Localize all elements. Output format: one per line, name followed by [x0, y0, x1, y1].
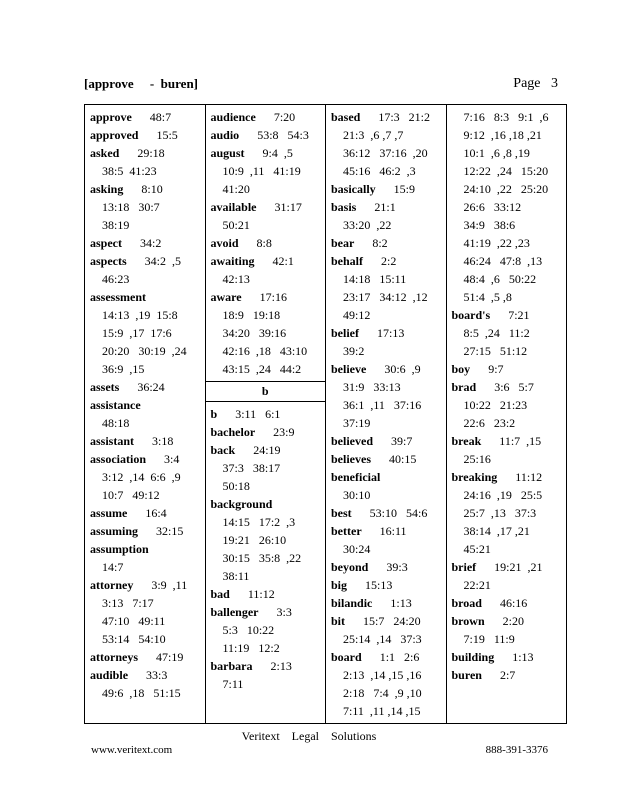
- index-term: b: [210, 407, 218, 421]
- index-term: august: [210, 146, 245, 160]
- index-term: back: [210, 443, 236, 457]
- index-refs-continued: 19:21 26:10: [222, 533, 287, 547]
- index-refs-continued: 3:13 7:17: [102, 596, 154, 610]
- index-entry: [211, 144, 322, 162]
- index-refs-continued: 15:9 ,17 17:6: [102, 326, 172, 340]
- index-refs-continued: 7:11 ,11 ,14 ,15: [343, 704, 421, 718]
- index-entry: [90, 432, 201, 450]
- index-entry: [331, 558, 442, 576]
- index-term: assistance: [90, 398, 141, 412]
- index-refs: 15:7 24:20: [363, 614, 421, 628]
- index-refs-continued: 10:7 49:12: [102, 488, 160, 502]
- index-column-4: [447, 105, 567, 723]
- footer-website: www.veritext.com: [91, 744, 173, 756]
- index-entry: [211, 423, 322, 441]
- index-refs: 3:9 ,11: [151, 578, 188, 592]
- index-entry: [452, 378, 563, 396]
- index-refs: 3:3: [276, 605, 292, 619]
- index-entry: [331, 324, 442, 342]
- index-entry: [331, 576, 442, 594]
- index-entry: [331, 360, 442, 378]
- footer-phone: 888-391-3376: [485, 744, 548, 756]
- index-refs-continued: 38:5 41:23: [102, 164, 157, 178]
- index-term: break: [451, 434, 482, 448]
- index-refs: 8:2: [372, 236, 388, 250]
- index-refs: 30:6 ,9: [384, 362, 421, 376]
- index-refs-continued: 3:12 ,14 6:6 ,9: [102, 470, 181, 484]
- letter-divider: b: [206, 381, 326, 402]
- index-refs-continued: 2:18 7:4 ,9 ,10: [343, 686, 422, 700]
- index-refs-continued: 25:16: [463, 452, 491, 466]
- index-refs-continued: 18:9 19:18: [222, 308, 281, 322]
- index-entry: [90, 378, 201, 396]
- index-refs: 8:8: [256, 236, 272, 250]
- index-refs-continued: 27:15 51:12: [463, 344, 528, 358]
- index-refs-continued: 41:19 ,22 ,23: [463, 236, 530, 250]
- index-refs: 34:2 ,5: [144, 254, 182, 268]
- index-refs: 29:18: [137, 146, 165, 160]
- index-refs: 46:16: [499, 596, 528, 610]
- index-refs-continued: 49:6 ,18 51:15: [102, 686, 181, 700]
- index-refs: 53:8 54:3: [257, 128, 309, 142]
- index-entry: [90, 666, 201, 684]
- index-refs-continued: 50:21: [222, 218, 250, 232]
- index-refs-continued: 24:16 ,19 25:5: [463, 488, 543, 502]
- index-refs-continued: 25:7 ,13 37:3: [463, 506, 537, 520]
- index-refs-continued: 22:6 23:2: [463, 416, 516, 430]
- index-refs: 42:1: [272, 254, 294, 268]
- index-entry: [90, 144, 201, 162]
- index-entry: [331, 594, 442, 612]
- index-term: better: [331, 524, 362, 538]
- index-term: attorneys: [90, 650, 138, 664]
- index-refs-continued: 22:21: [463, 578, 491, 592]
- index-term: bilandic: [331, 596, 373, 610]
- index-entry: [331, 612, 442, 630]
- index-refs: 9:7: [488, 362, 504, 376]
- index-entry: [90, 234, 201, 252]
- index-refs: 40:15: [389, 452, 417, 466]
- index-refs: 53:10 54:6: [369, 506, 428, 520]
- index-refs: 33:3: [146, 668, 168, 682]
- index-entry: [331, 504, 442, 522]
- index-refs: 47:19: [156, 650, 184, 664]
- index-refs-continued: 24:10 ,22 25:20: [463, 182, 549, 196]
- index-entry: [90, 522, 201, 540]
- index-term: assistant: [90, 434, 135, 448]
- word-index-table: [84, 104, 567, 724]
- index-refs: 1:1 2:6: [379, 650, 420, 664]
- index-term: assessment: [90, 290, 146, 304]
- index-term: aspects: [90, 254, 127, 268]
- index-refs-continued: 33:20 ,22: [343, 218, 392, 232]
- index-entry: [452, 558, 563, 576]
- index-term: background: [210, 497, 273, 511]
- index-refs-continued: 30:24: [343, 542, 371, 556]
- index-term: ballenger: [210, 605, 259, 619]
- index-refs-continued: 38:14 ,17 ,21: [463, 524, 530, 538]
- index-term: available: [210, 200, 257, 214]
- index-refs-continued: 14:15 17:2 ,3: [222, 515, 296, 529]
- index-entry: [331, 198, 442, 216]
- index-term: assume: [90, 506, 128, 520]
- index-entry: [90, 108, 201, 126]
- index-refs: 8:10: [141, 182, 163, 196]
- index-refs: 36:24: [137, 380, 165, 394]
- index-term: best: [331, 506, 352, 520]
- index-term: belief: [331, 326, 359, 340]
- index-refs-continued: 7:11: [222, 677, 244, 691]
- index-entry: [331, 468, 442, 486]
- index-term: audible: [90, 668, 129, 682]
- index-refs-continued: 38:19: [102, 218, 130, 232]
- header-range: [approve - buren]: [84, 76, 198, 91]
- index-term: approved: [90, 128, 139, 142]
- index-term: asking: [90, 182, 124, 196]
- index-term: bit: [331, 614, 346, 628]
- index-refs: 24:19: [253, 443, 281, 457]
- index-refs: 2:2: [381, 254, 397, 268]
- index-refs: 1:13: [512, 650, 534, 664]
- index-refs-continued: 30:10: [343, 488, 371, 502]
- index-refs-continued: 10:9 ,11 41:19: [222, 164, 301, 178]
- index-refs: 2:20: [502, 614, 524, 628]
- index-term: believe: [331, 362, 367, 376]
- index-entry: [331, 234, 442, 252]
- index-entry: [211, 234, 322, 252]
- index-term: based: [331, 110, 361, 124]
- index-refs-continued: 41:20: [222, 182, 250, 196]
- index-refs-continued: 7:19 11:9: [463, 632, 515, 646]
- index-entry: [211, 441, 322, 459]
- index-refs: 3:18: [152, 434, 174, 448]
- index-refs-continued: 14:13 ,19 15:8: [102, 308, 178, 322]
- index-refs-continued: 47:10 49:11: [102, 614, 166, 628]
- index-refs-continued: 50:18: [222, 479, 250, 493]
- index-refs: 31:17: [274, 200, 302, 214]
- index-entry: [452, 612, 563, 630]
- index-term: beneficial: [331, 470, 381, 484]
- index-term: brad: [451, 380, 477, 394]
- index-entry: [331, 648, 442, 666]
- index-refs: 1:13: [390, 596, 412, 610]
- index-term: audience: [210, 110, 256, 124]
- index-entry: [211, 585, 322, 603]
- index-entry: [90, 540, 201, 558]
- index-refs: 15:13: [365, 578, 393, 592]
- index-term: audio: [210, 128, 240, 142]
- index-refs: 2:13: [270, 659, 292, 673]
- index-refs-continued: 48:4 ,6 50:22: [463, 272, 537, 286]
- index-entry: [90, 450, 201, 468]
- index-entry: [90, 576, 201, 594]
- index-refs: 17:16: [259, 290, 287, 304]
- index-refs-continued: 25:14 ,14 37:3: [343, 632, 422, 646]
- index-entry: [452, 648, 563, 666]
- index-entry: [331, 108, 442, 126]
- index-refs-continued: 51:4 ,5 ,8: [463, 290, 512, 304]
- index-refs: 34:2: [140, 236, 162, 250]
- index-refs-continued: 5:3 10:22: [222, 623, 275, 637]
- index-refs: 39:7: [391, 434, 413, 448]
- index-refs: 39:3: [386, 560, 408, 574]
- index-entry: [452, 666, 563, 684]
- index-term: avoid: [210, 236, 239, 250]
- index-entry: [211, 657, 322, 675]
- index-refs: 32:15: [156, 524, 184, 538]
- index-entry: [331, 432, 442, 450]
- index-refs-continued: 34:9 38:6: [463, 218, 516, 232]
- index-term: aware: [210, 290, 242, 304]
- index-entry: [211, 108, 322, 126]
- index-refs-continued: 14:7: [102, 560, 124, 574]
- index-refs: 7:21: [508, 308, 530, 322]
- index-refs: 21:1: [374, 200, 396, 214]
- index-refs-continued: 36:12 37:16 ,20: [343, 146, 428, 160]
- index-column-3: [326, 105, 447, 723]
- index-refs-continued: 45:16 46:2 ,3: [343, 164, 416, 178]
- index-refs: 3:11 6:1: [235, 407, 281, 421]
- index-term: attorney: [90, 578, 134, 592]
- index-refs: 16:11: [379, 524, 407, 538]
- index-term: board: [331, 650, 362, 664]
- index-refs-continued: 48:18: [102, 416, 130, 430]
- index-refs-continued: 23:17 34:12 ,12: [343, 290, 428, 304]
- index-refs: 3:6 5:7: [494, 380, 534, 394]
- index-refs: 3:4: [164, 452, 180, 466]
- index-entry: [90, 288, 201, 306]
- index-refs-continued: 20:20 30:19 ,24: [102, 344, 187, 358]
- index-refs-continued: 11:19 12:2: [222, 641, 280, 655]
- index-entry: [211, 603, 322, 621]
- index-column-1: [85, 105, 206, 723]
- index-refs: 17:3 21:2: [378, 110, 431, 124]
- index-term: asked: [90, 146, 120, 160]
- index-entry: [452, 468, 563, 486]
- index-refs-continued: 36:9 ,15: [102, 362, 145, 376]
- index-refs-continued: 10:1 ,6 ,8 ,19: [463, 146, 530, 160]
- index-term: bachelor: [210, 425, 256, 439]
- page-number: Page 3: [513, 76, 558, 91]
- index-refs-continued: 2:13 ,14 ,15 ,16: [343, 668, 422, 682]
- index-refs-continued: 45:21: [463, 542, 491, 556]
- index-entry: [211, 405, 322, 423]
- index-refs-continued: 12:22 ,24 15:20: [463, 164, 549, 178]
- index-refs: 17:13: [377, 326, 405, 340]
- index-entry: [90, 648, 201, 666]
- index-refs: 23:9: [273, 425, 295, 439]
- index-term: assets: [90, 380, 120, 394]
- index-term: assuming: [90, 524, 139, 538]
- index-refs: 15:5: [156, 128, 178, 142]
- index-term: assumption: [90, 542, 149, 556]
- index-term: building: [451, 650, 495, 664]
- index-refs-continued: 53:14 54:10: [102, 632, 166, 646]
- index-refs-continued: 37:3 38:17: [222, 461, 281, 475]
- index-entry: [90, 252, 201, 270]
- index-term: big: [331, 578, 348, 592]
- index-refs: 48:7: [149, 110, 172, 124]
- index-refs-continued: 36:1 ,11 37:16: [343, 398, 422, 412]
- index-refs-continued: 9:12 ,16 ,18 ,21: [463, 128, 542, 142]
- index-refs: 7:20: [273, 110, 296, 124]
- index-entry: [331, 450, 442, 468]
- index-entry: [211, 252, 322, 270]
- index-term: believed: [331, 434, 373, 448]
- index-refs-continued: 30:15 35:8 ,22: [222, 551, 302, 565]
- index-refs: 15:9: [393, 182, 416, 196]
- index-refs-continued: 37:19: [343, 416, 371, 430]
- index-refs: 11:12: [247, 587, 275, 601]
- index-term: behalf: [331, 254, 364, 268]
- index-entry: [331, 180, 442, 198]
- index-refs-continued: 8:5 ,24 11:2: [463, 326, 530, 340]
- index-refs-continued: 43:15 ,24 44:2: [222, 362, 302, 376]
- index-refs: 9:4 ,5: [262, 146, 293, 160]
- index-term: barbara: [210, 659, 253, 673]
- index-term: basically: [331, 182, 376, 196]
- index-entry: [211, 495, 322, 513]
- index-refs-continued: 31:9 33:13: [343, 380, 401, 394]
- index-refs: 16:4: [145, 506, 167, 520]
- index-entry: [90, 180, 201, 198]
- index-term: association: [90, 452, 147, 466]
- index-column-2: [206, 105, 327, 723]
- index-entry: [211, 126, 322, 144]
- index-refs: 2:7: [499, 668, 516, 682]
- index-entry: [452, 360, 563, 378]
- index-entry: [90, 396, 201, 414]
- index-refs: 11:7 ,15: [499, 434, 542, 448]
- index-entry: [331, 252, 442, 270]
- index-term: boy: [451, 362, 471, 376]
- index-refs-continued: 38:11: [222, 569, 250, 583]
- index-term: bear: [331, 236, 355, 250]
- index-entry: [452, 594, 563, 612]
- footer-company: Veritext Legal Solutions: [241, 729, 377, 743]
- index-refs-continued: 10:22 21:23: [463, 398, 528, 412]
- index-term: board's: [451, 308, 491, 322]
- index-refs: 19:21 ,21: [494, 560, 543, 574]
- index-refs-continued: 42:13: [222, 272, 250, 286]
- index-refs-continued: 7:16 8:3 9:1 ,6: [463, 110, 549, 124]
- index-entry: [452, 432, 563, 450]
- index-entry: [211, 288, 322, 306]
- index-entry: [90, 126, 201, 144]
- index-refs-continued: 39:2: [343, 344, 365, 358]
- index-entry: [90, 504, 201, 522]
- index-entry: [452, 306, 563, 324]
- index-term: buren: [451, 668, 482, 682]
- index-term: aspect: [90, 236, 122, 250]
- index-term: broad: [451, 596, 482, 610]
- index-refs-continued: 46:23: [102, 272, 130, 286]
- index-refs-continued: 46:24 47:8 ,13: [463, 254, 543, 268]
- index-term: brown: [451, 614, 485, 628]
- index-refs-continued: 34:20 39:16: [222, 326, 287, 340]
- index-term: believes: [331, 452, 371, 466]
- index-refs-continued: 13:18 30:7: [102, 200, 160, 214]
- index-term: brief: [451, 560, 477, 574]
- index-entry: [331, 522, 442, 540]
- index-refs-continued: 49:12: [343, 308, 371, 322]
- index-refs-continued: 14:18 15:11: [343, 272, 407, 286]
- index-refs-continued: 42:16 ,18 43:10: [222, 344, 308, 358]
- index-term: breaking: [451, 470, 498, 484]
- index-term: bad: [210, 587, 230, 601]
- index-term: awaiting: [210, 254, 255, 268]
- index-term: approve: [90, 110, 132, 124]
- index-term: basis: [331, 200, 357, 214]
- index-entry: [211, 198, 322, 216]
- index-refs: 11:12: [515, 470, 543, 484]
- index-refs-continued: 26:6 33:12: [463, 200, 522, 214]
- index-term: beyond: [331, 560, 369, 574]
- index-refs-continued: 21:3 ,6 ,7 ,7: [343, 128, 404, 142]
